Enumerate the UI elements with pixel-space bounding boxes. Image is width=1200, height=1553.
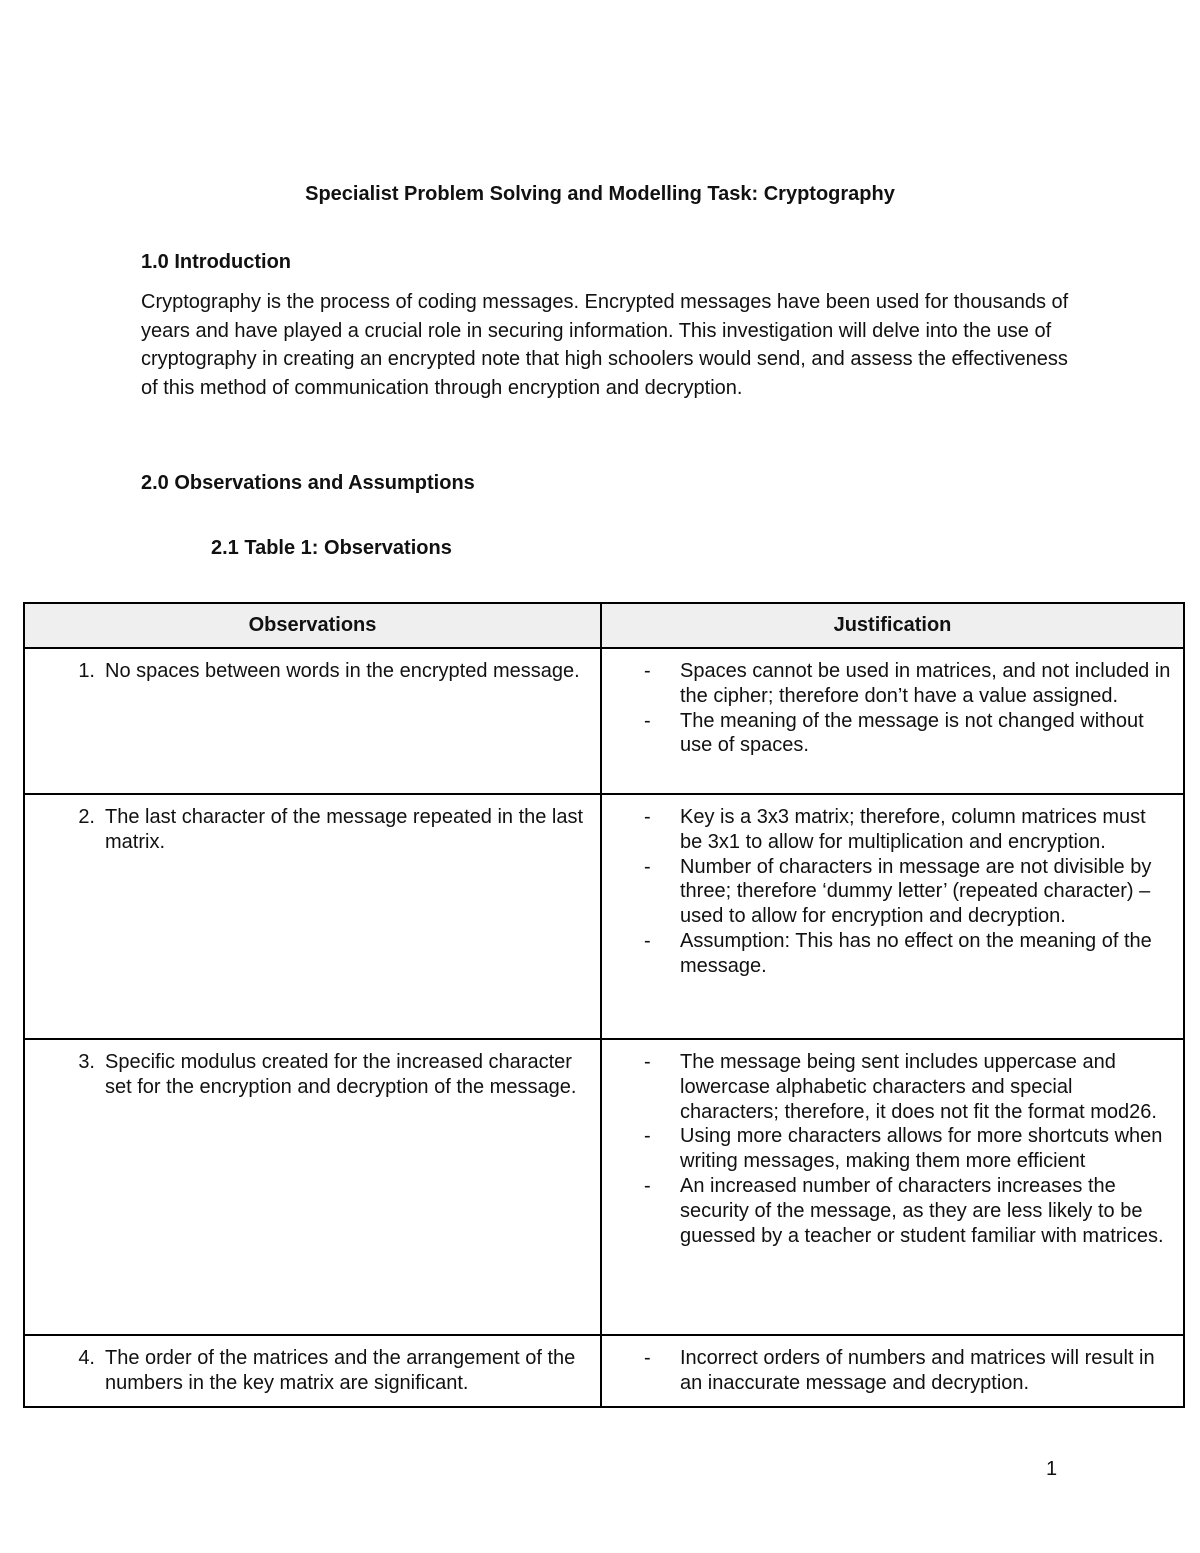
observation-number: 4. [78,1347,95,1369]
observation-text: No spaces between words in the encrypted message. [105,660,580,682]
table-row [24,1335,1184,1407]
column-header-observations: Observations [24,603,601,648]
observation-cell [24,648,601,794]
justification-item: - Key is a 3x3 matrix; therefore, column matrices must be 3x1 to allow for multiplication and encryption. [602,805,1171,855]
justification-item: - The message being sent includes uppercase and lowercase alphabetic characters and special characters; therefore, it does not fit the format mod26. [602,1050,1171,1124]
bullet-dash: - [644,1174,651,1197]
table-header-row [24,603,1184,648]
justification-item: - The meaning of the message is not changed without use of spaces. [602,709,1171,759]
table-row [24,648,1184,794]
column-header-justification: Justification [601,603,1184,648]
introduction-heading: 1.0 Introduction [141,251,291,273]
page-number: 1 [1046,1458,1058,1480]
bullet-dash: - [644,1125,651,1148]
bullet-dash: - [644,806,651,828]
bullet-dash: - [644,929,651,952]
bullet-dash: - [644,1051,651,1073]
justification-item: - Using more characters allows for more shortcuts when writing messages, making them more efficient [602,1124,1171,1174]
observation-number: 3. [78,1051,95,1073]
observation-text: The order of the matrices and the arrangement of the numbers in the key matrix are significant. [105,1347,576,1394]
observation-cell [24,794,601,1039]
table-row [24,794,1184,1039]
justification-item: - Assumption: This has no effect on the meaning of the message. [602,929,1171,979]
justification-item: - Spaces cannot be used in matrices, and not included in the cipher; therefore don’t have a value assigned. [602,659,1171,709]
bullet-dash: - [644,709,651,732]
observation-cell [24,1039,601,1335]
observations-assumptions-heading: 2.0 Observations and Assumptions [141,472,475,494]
observation-text: The last character of the message repeated in the last matrix. [105,806,584,853]
bullet-dash: - [644,855,651,878]
justification-item: - Number of characters in message are not divisible by three; therefore ‘dummy letter’ (repeated character) – used to allow for encryption and decryption. [602,855,1171,929]
justification-cell [601,648,1184,794]
observation-number: 2. [78,806,95,828]
table-row [24,1039,1184,1335]
justification-cell [601,1335,1184,1407]
observation-cell [24,1335,601,1407]
justification-item: - Incorrect orders of numbers and matrices will result in an inaccurate message and decryption. [602,1346,1171,1396]
justification-cell [601,794,1184,1039]
justification-item: - An increased number of characters increases the security of the message, as they are less likely to be guessed by a teacher or student familiar with matrices. [602,1174,1171,1248]
bullet-dash: - [644,1347,651,1369]
table-caption: 2.1 Table 1: Observations [211,537,452,559]
observation-number: 1. [78,660,95,682]
justification-cell [601,1039,1184,1335]
observations-table [23,602,1185,1408]
document-title: Specialist Problem Solving and Modelling Task: Cryptography [305,183,895,205]
introduction-paragraph: Cryptography is the process of coding messages. Encrypted messages have been used for thousands of years and have played a crucial role in securing information. This investigation will delve into the use of cryptography in creating an encrypted note that high schoolers would send, and assess the effectiveness of this method of communication through encryption and decryption. [141,291,1069,399]
observation-text: Specific modulus created for the increased character set for the encryption and decryption of the message. [105,1051,577,1098]
bullet-dash: - [644,660,651,682]
